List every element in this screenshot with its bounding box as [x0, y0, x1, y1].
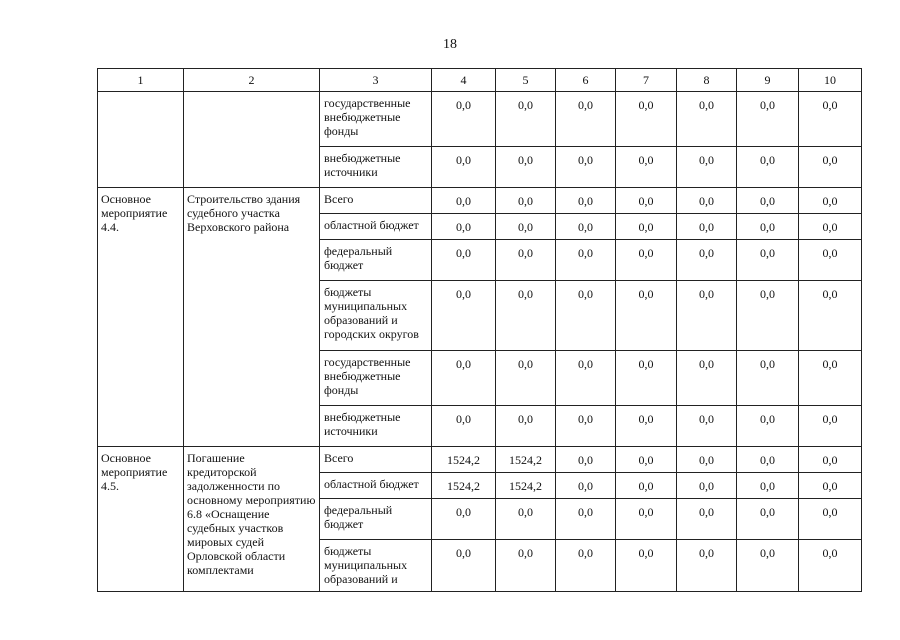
funding-source-cell: внебюджетные источники: [320, 147, 432, 188]
value-cell: 0,0: [616, 214, 677, 240]
col-header-6: 6: [556, 69, 616, 92]
value-cell: 0,0: [496, 351, 556, 406]
table-row: [98, 188, 862, 214]
event-description-cell: Строительство здания судебного участка Верховского района: [184, 188, 320, 447]
value-cell: 0,0: [737, 473, 799, 499]
funding-source-cell: областной бюджет: [320, 473, 432, 499]
event-description-cell: Погашение кредиторской задолженности по основному мероприятию 6.8 «Оснащение судебных участков мировых судей Орловской области комплектами: [184, 447, 320, 592]
value-cell: 0,0: [737, 447, 799, 473]
funding-source-cell: федеральный бюджет: [320, 499, 432, 540]
value-cell: 0,0: [616, 92, 677, 147]
value-cell: 0,0: [737, 147, 799, 188]
col-header-1: 1: [98, 69, 184, 92]
value-cell: 0,0: [432, 406, 496, 447]
budget-table: [97, 68, 862, 592]
value-cell: 0,0: [677, 473, 737, 499]
value-cell: 0,0: [799, 92, 862, 147]
value-cell: 0,0: [556, 447, 616, 473]
value-cell: 0,0: [432, 351, 496, 406]
value-cell: 0,0: [616, 540, 677, 592]
value-cell: 0,0: [799, 188, 862, 214]
value-cell: 0,0: [737, 240, 799, 281]
value-cell: 0,0: [616, 447, 677, 473]
value-cell: 0,0: [556, 240, 616, 281]
value-cell: 0,0: [799, 351, 862, 406]
value-cell: 0,0: [496, 214, 556, 240]
funding-source-cell: бюджеты муниципальных образований и городских округов: [320, 281, 432, 351]
value-cell: 1524,2: [432, 473, 496, 499]
event-cell: Основное мероприятие 4.5.: [98, 447, 184, 592]
value-cell: 0,0: [556, 214, 616, 240]
value-cell: 0,0: [556, 351, 616, 406]
value-cell: 0,0: [737, 214, 799, 240]
value-cell: 0,0: [677, 92, 737, 147]
col-header-10: 10: [799, 69, 862, 92]
value-cell: 0,0: [677, 406, 737, 447]
value-cell: 0,0: [432, 188, 496, 214]
value-cell: 0,0: [496, 240, 556, 281]
event-description-cell: [184, 92, 320, 188]
funding-source-cell: государственные внебюджетные фонды: [320, 351, 432, 406]
col-header-7: 7: [616, 69, 677, 92]
funding-source-cell: внебюджетные источники: [320, 406, 432, 447]
funding-source-cell: Всего: [320, 447, 432, 473]
value-cell: 0,0: [799, 147, 862, 188]
value-cell: 0,0: [616, 473, 677, 499]
value-cell: 0,0: [432, 281, 496, 351]
value-cell: 0,0: [556, 499, 616, 540]
value-cell: 0,0: [496, 92, 556, 147]
col-header-8: 8: [677, 69, 737, 92]
table-row: [98, 447, 862, 473]
value-cell: 0,0: [496, 147, 556, 188]
value-cell: 1524,2: [496, 473, 556, 499]
value-cell: 0,0: [737, 499, 799, 540]
funding-source-cell: Всего: [320, 188, 432, 214]
event-cell: [98, 92, 184, 188]
value-cell: 0,0: [432, 214, 496, 240]
value-cell: 0,0: [496, 281, 556, 351]
table-row: [98, 92, 862, 147]
funding-source-cell: федеральный бюджет: [320, 240, 432, 281]
value-cell: 0,0: [616, 147, 677, 188]
value-cell: 0,0: [432, 240, 496, 281]
col-header-9: 9: [737, 69, 799, 92]
value-cell: 0,0: [677, 351, 737, 406]
value-cell: 0,0: [616, 281, 677, 351]
value-cell: 0,0: [737, 406, 799, 447]
value-cell: 0,0: [432, 92, 496, 147]
col-header-4: 4: [432, 69, 496, 92]
value-cell: 0,0: [556, 281, 616, 351]
value-cell: 0,0: [737, 92, 799, 147]
value-cell: 0,0: [737, 351, 799, 406]
value-cell: 0,0: [496, 406, 556, 447]
value-cell: 0,0: [799, 240, 862, 281]
value-cell: 0,0: [799, 473, 862, 499]
value-cell: 0,0: [496, 540, 556, 592]
value-cell: 0,0: [799, 281, 862, 351]
funding-source-cell: областной бюджет: [320, 214, 432, 240]
col-header-2: 2: [184, 69, 320, 92]
value-cell: 0,0: [737, 281, 799, 351]
value-cell: 0,0: [496, 499, 556, 540]
header-row: [98, 69, 862, 92]
value-cell: 0,0: [616, 351, 677, 406]
value-cell: 0,0: [677, 240, 737, 281]
value-cell: 0,0: [556, 92, 616, 147]
value-cell: 0,0: [556, 473, 616, 499]
value-cell: 0,0: [556, 147, 616, 188]
col-header-5: 5: [496, 69, 556, 92]
value-cell: 0,0: [432, 540, 496, 592]
value-cell: 1524,2: [496, 447, 556, 473]
funding-source-cell: бюджеты муниципальных образований и: [320, 540, 432, 592]
value-cell: 0,0: [677, 499, 737, 540]
value-cell: 0,0: [496, 188, 556, 214]
value-cell: 0,0: [677, 214, 737, 240]
value-cell: 0,0: [616, 499, 677, 540]
value-cell: 0,0: [799, 499, 862, 540]
value-cell: 0,0: [737, 188, 799, 214]
value-cell: 0,0: [616, 240, 677, 281]
value-cell: 0,0: [737, 540, 799, 592]
value-cell: 0,0: [432, 147, 496, 188]
value-cell: 0,0: [556, 406, 616, 447]
value-cell: 0,0: [677, 447, 737, 473]
col-header-3: 3: [320, 69, 432, 92]
value-cell: 0,0: [556, 540, 616, 592]
value-cell: 0,0: [616, 406, 677, 447]
value-cell: 0,0: [677, 147, 737, 188]
value-cell: 0,0: [799, 406, 862, 447]
value-cell: 0,0: [616, 188, 677, 214]
value-cell: 0,0: [799, 214, 862, 240]
value-cell: 1524,2: [432, 447, 496, 473]
funding-source-cell: государственные внебюджетные фонды: [320, 92, 432, 147]
event-cell: Основное мероприятие 4.4.: [98, 188, 184, 447]
value-cell: 0,0: [677, 281, 737, 351]
page-number: 18: [443, 37, 457, 52]
value-cell: 0,0: [677, 540, 737, 592]
value-cell: 0,0: [432, 499, 496, 540]
value-cell: 0,0: [799, 447, 862, 473]
value-cell: 0,0: [799, 540, 862, 592]
value-cell: 0,0: [677, 188, 737, 214]
value-cell: 0,0: [556, 188, 616, 214]
